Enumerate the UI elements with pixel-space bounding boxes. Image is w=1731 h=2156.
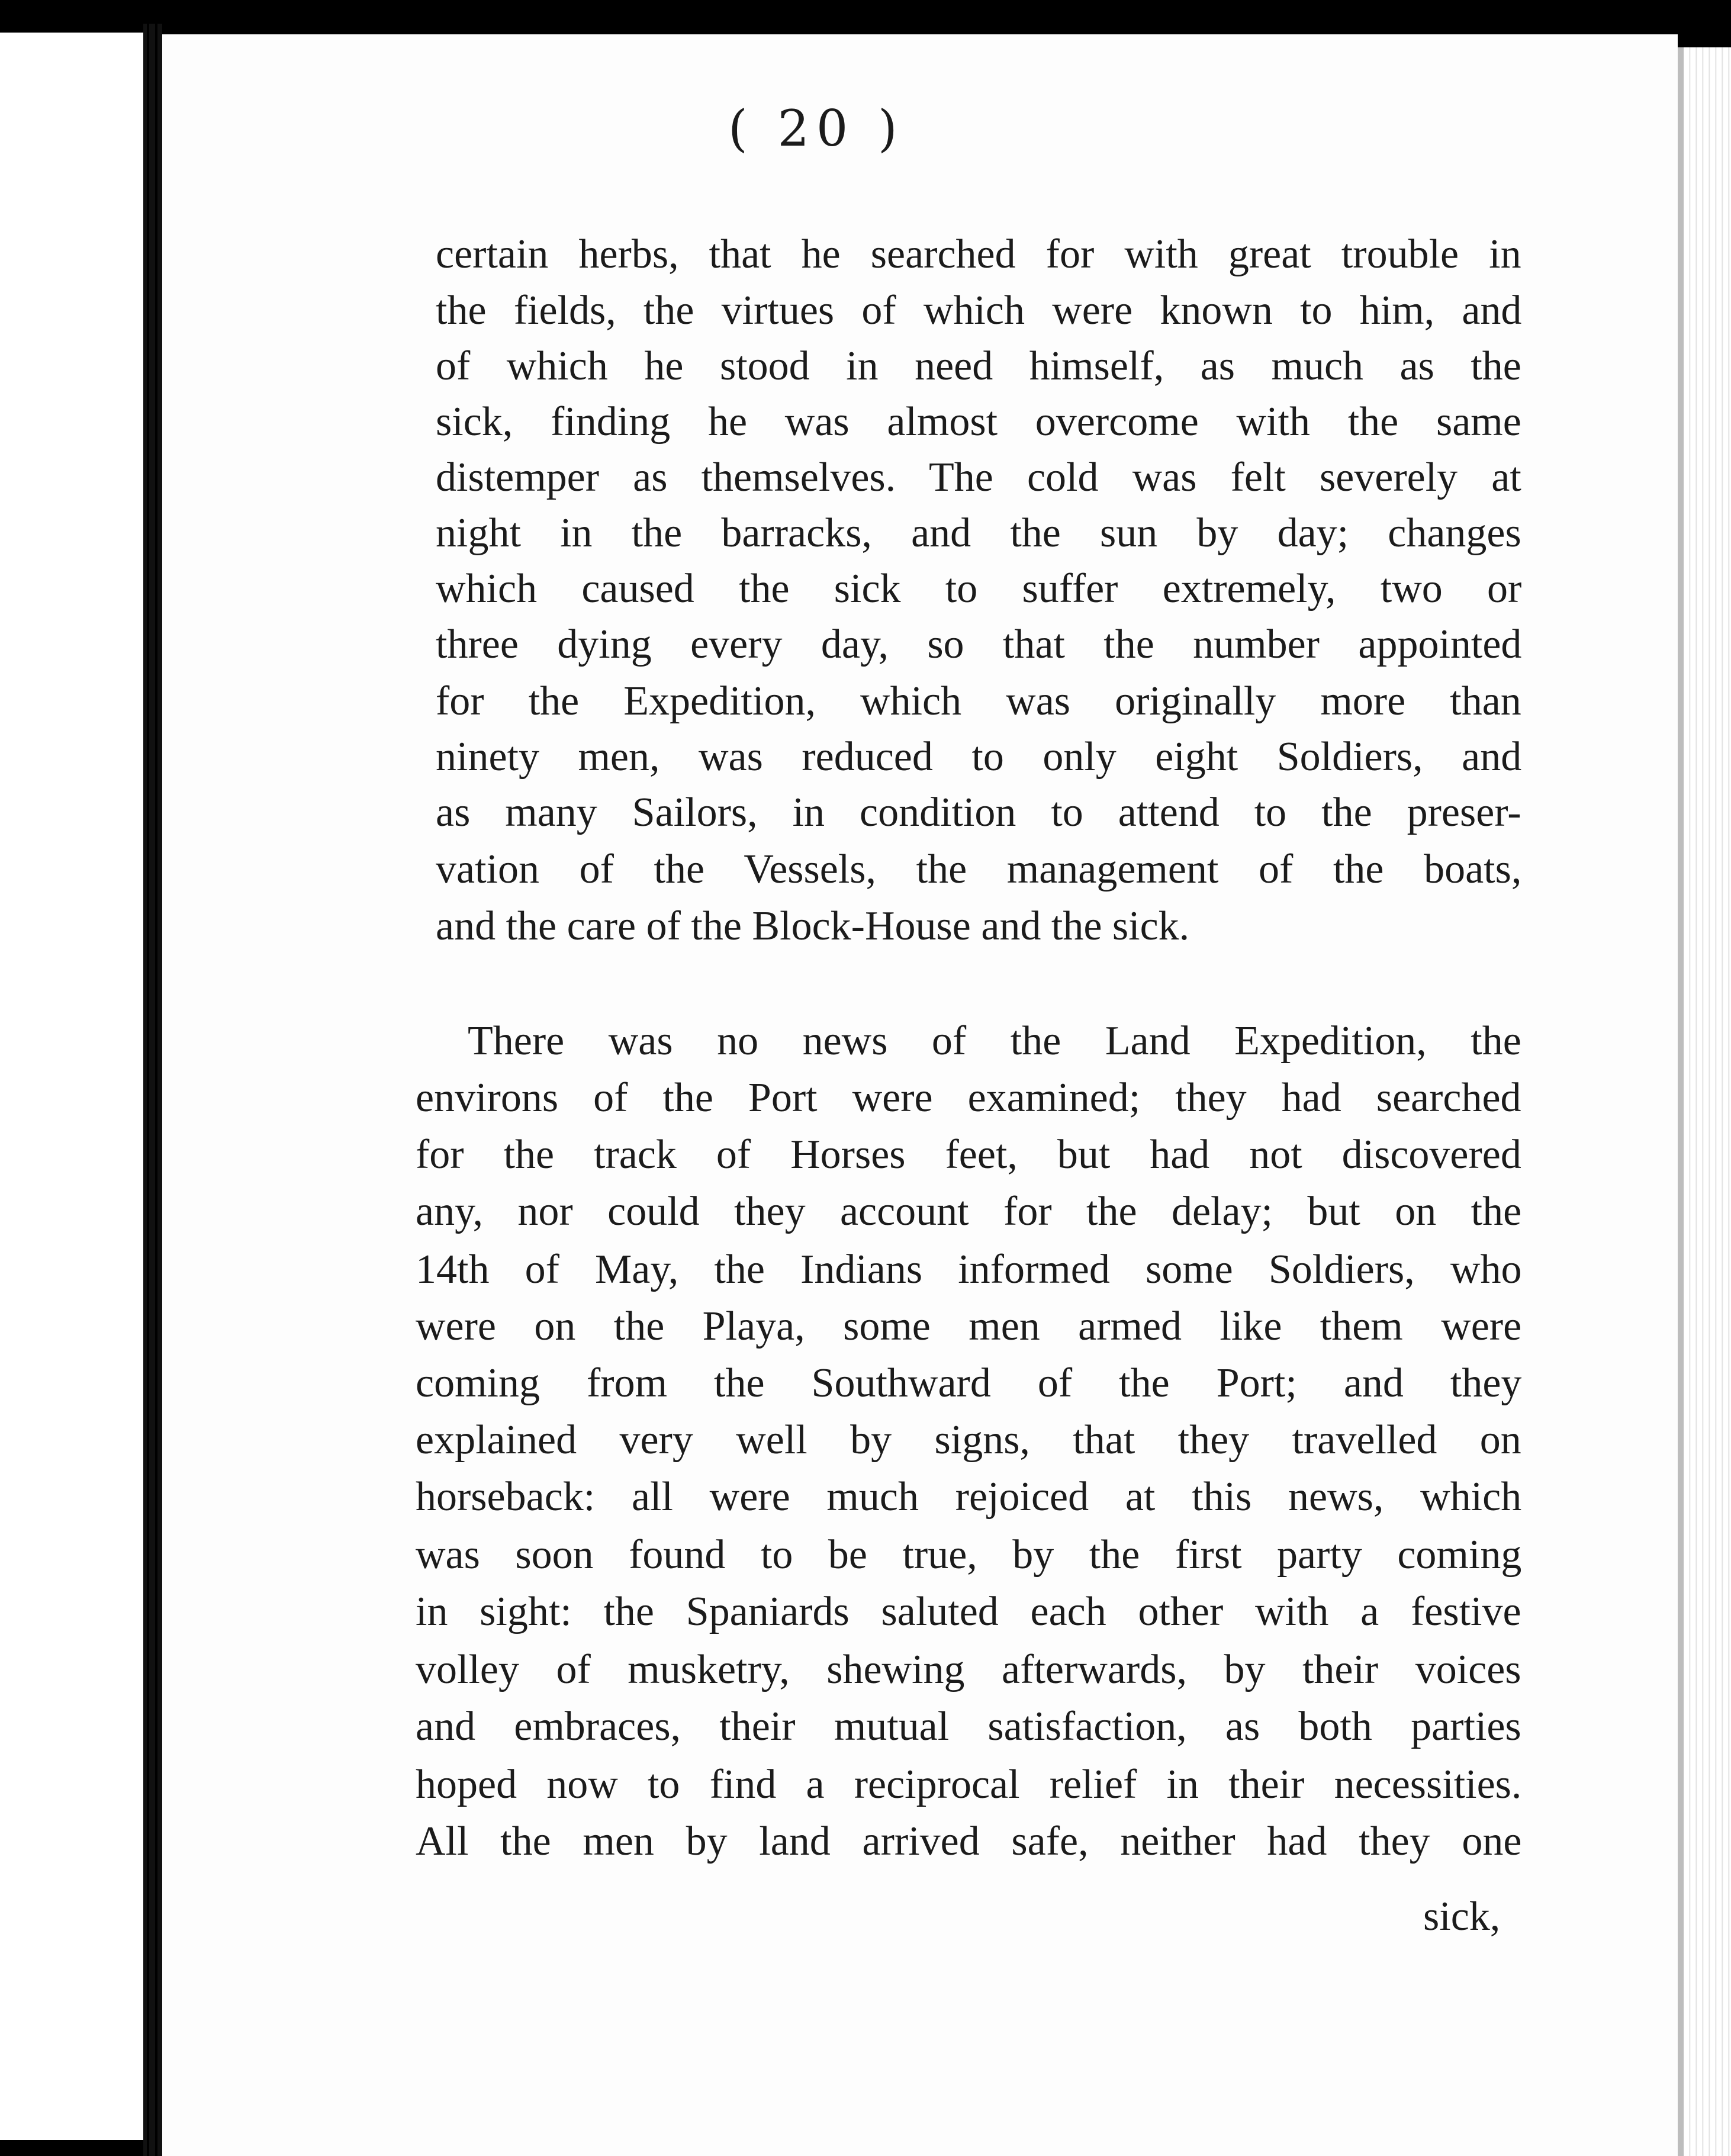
text-line: night in the barracks, and the sun by day; changes [436, 510, 1521, 556]
text-line: sick, finding he was almost overcome with the same [436, 399, 1521, 445]
text-line: for the track of Horses feet, but had not discovered [416, 1132, 1521, 1177]
text-line: which caused the sick to suffer extremely, two or [436, 566, 1522, 612]
text-line: and embraces, their mutual satisfaction, as both parties [416, 1704, 1521, 1749]
page-edge-shadow [1678, 47, 1684, 2156]
text-line: vation of the Vessels, the management of the boats, [436, 847, 1522, 892]
text-line: distemper as themselves. The cold was felt severely at [436, 455, 1521, 500]
text-line: for the Expedition, which was originally more than [436, 678, 1521, 724]
text-line: any, nor could they account for the delay; but on the [416, 1189, 1522, 1234]
text-line: hoped now to find a reciprocal relief in their necessities. [416, 1762, 1522, 1807]
text-line: the fields, the virtues of which were known to him, and [436, 288, 1522, 333]
text-line: in sight: the Spaniards saluted each other with a festive [416, 1589, 1521, 1634]
text-line: There was no news of the Land Expedition, the [468, 1018, 1521, 1064]
text-line: three dying every day, so that the number appointed [436, 622, 1522, 667]
text-line: as many Sailors, in condition to attend to the preser- [436, 790, 1521, 835]
text-line: All the men by land arrived safe, neither had they one [416, 1819, 1522, 1864]
gutter-rule [147, 24, 149, 2156]
page-number: ( 20 ) [728, 99, 905, 157]
text-line: explained very well by signs, that they travelled on [416, 1417, 1521, 1463]
text-line: of which he stood in need himself, as much as the [436, 343, 1521, 389]
catchword: sick, [1423, 1894, 1501, 1939]
text-line: were on the Playa, some men armed like them were [416, 1304, 1522, 1349]
text-line: environs of the Port were examined; they had searched [416, 1075, 1521, 1121]
text-line: 14th of May, the Indians informed some Soldiers, who [416, 1247, 1522, 1292]
text-line: coming from the Southward of the Port; and they [416, 1360, 1522, 1406]
book-gutter [143, 24, 162, 2156]
left-page-margin [0, 33, 143, 2140]
text-line: volley of musketry, shewing afterwards, by their voices [416, 1647, 1521, 1692]
text-line: was soon found to be true, by the first party coming [416, 1532, 1522, 1578]
page-edges [1678, 47, 1731, 2156]
text-line: and the care of the Block-House and the sick. [436, 903, 1190, 949]
text-line: certain herbs, that he searched for with great trouble in [436, 231, 1521, 277]
text-line: ninety men, was reduced to only eight Soldiers, and [436, 734, 1522, 780]
gutter-rule [155, 24, 157, 2156]
text-line: horseback: all were much rejoiced at this news, which [416, 1474, 1522, 1520]
